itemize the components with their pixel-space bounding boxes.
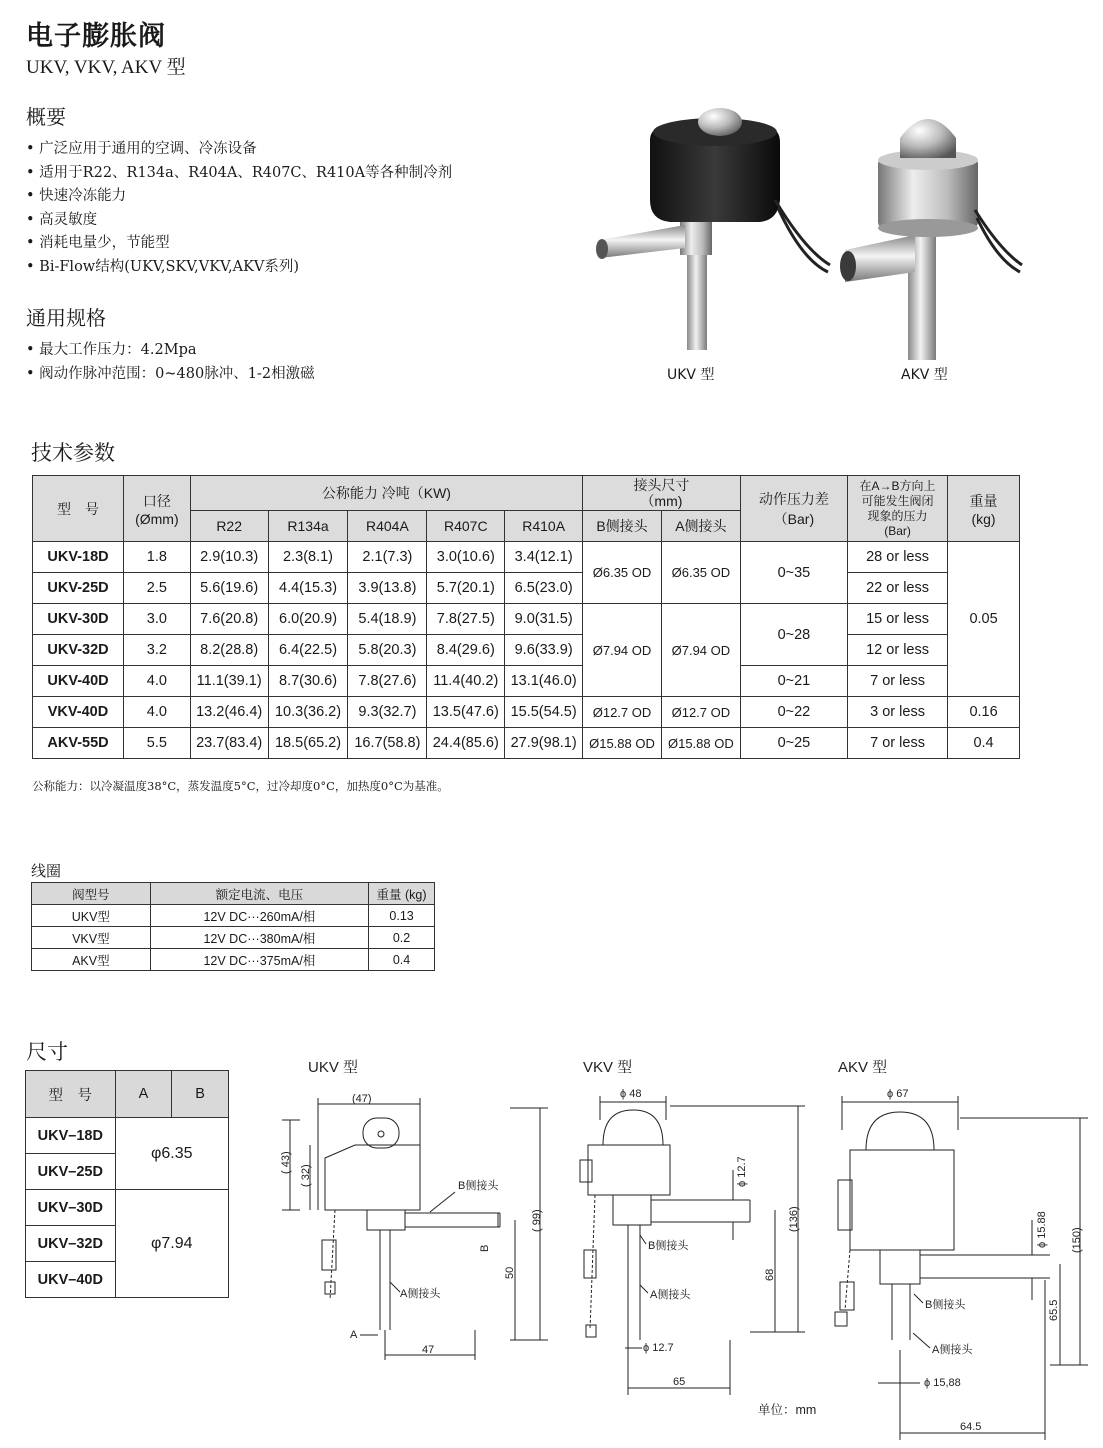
col-coil-weight: 重量 (kg) [369,883,435,905]
table-cell: 12 or less [848,635,948,666]
dim-label: ϕ 67 [887,1088,909,1100]
table-cell: 0.13 [369,905,435,927]
dim-table [25,1070,229,1298]
ukv-photo [596,108,830,350]
dim-label: 64.5 [960,1421,982,1433]
table-cell: 12V DC···375mA/相 [150,949,368,971]
table-row [33,697,1020,728]
a-side-label: A侧接头 [650,1289,691,1301]
table-cell: 13.5(47.6) [427,697,505,728]
spec-heading: 通用规格 [26,306,106,330]
col-dim-model: 型 号 [26,1071,116,1118]
coil-table [31,882,435,971]
list-item: • 阀动作脉冲范围：0~480脉冲、1-2相激磁 [26,363,315,387]
list-item: • 适用于R22、R134a、R404A、R407C、R410A等各种制冷剂 [26,162,452,186]
table-cell: Ø7.94 OD [661,604,740,697]
list-item: • 高灵敏度 [26,209,452,233]
table-cell: 13.2(46.4) [190,697,268,728]
table-cell: 22 or less [848,573,948,604]
col-conn-b: B侧接头 [583,511,662,542]
table-cell: UKV–40D [26,1262,116,1298]
table-cell: 23.7(83.4) [190,728,268,759]
table-cell: 0~25 [740,728,847,759]
table-cell: 11.1(39.1) [190,666,268,697]
table-row [32,905,435,927]
table-cell: φ6.35 [115,1118,228,1190]
table-cell: 16.7(58.8) [348,728,427,759]
table-cell: 15.5(54.5) [505,697,583,728]
table-cell: 27.9(98.1) [505,728,583,759]
table-row [33,542,1020,573]
table-cell: φ7.94 [115,1190,228,1298]
table-cell: UKV-25D [33,573,124,604]
dim-heading: 尺寸 [26,1040,68,1064]
table-cell: 2.9(10.3) [190,542,268,573]
table-cell: 5.8(20.3) [348,635,427,666]
table-cell: 28 or less [848,542,948,573]
table-cell: 2.1(7.3) [348,542,427,573]
akv-drawing [835,1058,1088,1440]
table-cell: 0~35 [740,542,847,604]
list-item: • 最大工作压力：4.2Mpa [26,339,315,363]
table-row [26,1190,229,1226]
dim-label: B [479,1244,491,1252]
dim-label: 68 [764,1268,776,1281]
table-cell: 0~28 [740,604,847,666]
product-photos [590,100,1030,365]
table-cell: 12V DC···380mA/相 [150,927,368,949]
table-cell: 6.5(23.0) [505,573,583,604]
table-cell: AKV型 [32,949,151,971]
table-cell: 3.2 [124,635,191,666]
table-row [33,635,1020,666]
table-row [33,604,1020,635]
tech-table [32,475,1020,759]
list-item: • 快速冷冻能力 [26,185,452,209]
overview-heading: 概要 [26,105,66,129]
dim-label: ϕ 48 [620,1088,642,1100]
page-title: 电子膨胀阀 [26,21,166,52]
akv-drawing-title: AKV 型 [838,1059,888,1076]
table-cell: 2.3(8.1) [268,542,348,573]
table-cell: 0.16 [948,697,1020,728]
table-cell: 7 or less [848,728,948,759]
table-cell: UKV型 [32,905,151,927]
table-cell: 8.7(30.6) [268,666,348,697]
col-coil-model: 阀型号 [32,883,151,905]
table-cell: 3.0 [124,604,191,635]
table-cell: UKV–32D [26,1226,116,1262]
table-cell: 0.05 [948,542,1020,697]
table-cell: 24.4(85.6) [427,728,505,759]
table-cell: 3.9(13.8) [348,573,427,604]
col-dp: 动作压力差 （Bar) [740,476,847,542]
dim-label: ( 43) [280,1151,292,1174]
col-port: 口径 (Ømm) [124,476,191,542]
table-cell: 5.5 [124,728,191,759]
a-side-label: A侧接头 [400,1288,441,1300]
table-row [33,728,1020,759]
col-r404a: R404A [348,511,427,542]
table-cell: Ø6.35 OD [583,542,662,604]
table-cell: Ø12.7 OD [583,697,662,728]
table-cell: 0.4 [369,949,435,971]
table-cell: 10.3(36.2) [268,697,348,728]
ukv-caption: UKV 型 [667,367,715,383]
col-coil-rating: 额定电流、电压 [150,883,368,905]
table-cell: 4.4(15.3) [268,573,348,604]
table-cell: 0.4 [948,728,1020,759]
col-conn: 接头尺寸 （mm) [583,476,741,511]
table-cell: UKV-32D [33,635,124,666]
list-item: • 消耗电量少，节能型 [26,232,452,256]
col-dim-b: B [172,1071,229,1118]
dim-label: 65 [673,1376,686,1388]
table-cell: Ø7.94 OD [583,604,662,697]
table-cell: VKV型 [32,927,151,949]
table-cell: Ø12.7 OD [661,697,740,728]
list-item: • 广泛应用于通用的空调、冷冻设备 [26,138,452,162]
table-cell: 5.6(19.6) [190,573,268,604]
table-cell: 0~21 [740,666,847,697]
table-cell: 7.8(27.6) [348,666,427,697]
table-cell: 7.6(20.8) [190,604,268,635]
col-model: 型 号 [33,476,124,542]
table-cell: 0~22 [740,697,847,728]
dim-label: A [350,1329,358,1341]
table-cell: 0.2 [369,927,435,949]
dim-label: 65.5 [1048,1299,1060,1321]
overview-list [26,138,452,279]
table-cell: 18.5(65.2) [268,728,348,759]
dim-label: ϕ 15,88 [924,1377,961,1389]
table-cell: 6.0(20.9) [268,604,348,635]
table-cell: 5.4(18.9) [348,604,427,635]
dim-label: 47 [422,1344,435,1356]
table-cell: UKV–25D [26,1154,116,1190]
col-dim-a: A [115,1071,172,1118]
unit-label: 单位：mm [758,1403,817,1417]
table-cell: 3 or less [848,697,948,728]
table-cell: 6.4(22.5) [268,635,348,666]
dimension-drawings [270,1050,1100,1445]
col-conn-a: A侧接头 [661,511,740,542]
table-cell: 9.6(33.9) [505,635,583,666]
table-cell: UKV-30D [33,604,124,635]
dim-label: (47) [352,1093,372,1105]
ukv-drawing [280,1058,548,1360]
coil-heading: 线圈 [31,862,62,880]
ukv-drawing-title: UKV 型 [308,1059,359,1076]
akv-caption: AKV 型 [901,367,948,383]
spec-list [26,339,315,386]
dim-label: ϕ 12.7 [643,1342,674,1354]
tech-heading: 技术参数 [31,441,115,465]
col-r407c: R407C [427,511,505,542]
table-cell: UKV–18D [26,1118,116,1154]
table-cell: 7 or less [848,666,948,697]
table-cell: 4.0 [124,666,191,697]
table-cell: UKV–30D [26,1190,116,1226]
table-cell: 3.4(12.1) [505,542,583,573]
table-row [26,1118,229,1154]
table-cell: 13.1(46.0) [505,666,583,697]
dim-label: 50 [504,1266,516,1279]
b-side-label: B侧接头 [925,1299,966,1311]
table-cell: 8.4(29.6) [427,635,505,666]
dim-label: ( 32) [300,1164,312,1187]
dim-label: (136) [788,1206,800,1232]
table-row [33,573,1020,604]
table-cell: 12V DC···260mA/相 [150,905,368,927]
table-cell: 4.0 [124,697,191,728]
dim-label: ϕ 15.88 [1036,1211,1048,1248]
col-r134a: R134a [268,511,348,542]
table-cell: 5.7(20.1) [427,573,505,604]
table-row [32,927,435,949]
dim-label: ϕ 12.7 [736,1156,748,1187]
table-cell: 9.3(32.7) [348,697,427,728]
table-cell: 11.4(40.2) [427,666,505,697]
table-cell: Ø15.88 OD [661,728,740,759]
table-cell: Ø15.88 OD [583,728,662,759]
col-capacity: 公称能力 冷吨（KW) [190,476,582,511]
akv-photo [840,119,1022,360]
table-row [32,949,435,971]
tech-note: 公称能力：以冷凝温度38°C，蒸发温度5°C，过冷却度0°C，加热度0°C为基准。 [32,779,449,793]
col-r22: R22 [190,511,268,542]
table-cell: VKV-40D [33,697,124,728]
table-cell: 1.8 [124,542,191,573]
table-row [33,666,1020,697]
dim-label: (150) [1071,1227,1083,1253]
table-cell: UKV-40D [33,666,124,697]
table-cell: 7.8(27.5) [427,604,505,635]
dim-label: ( 99) [531,1209,543,1232]
col-leak: 在A→B方向上 可能发生阀闭 现象的压力 (Bar) [848,476,948,542]
list-item: • Bi-Flow结构(UKV,SKV,VKV,AKV系列) [26,256,452,280]
table-cell: 8.2(28.8) [190,635,268,666]
page-subtitle: UKV, VKV, AKV 型 [26,57,186,78]
table-cell: 2.5 [124,573,191,604]
table-cell: AKV-55D [33,728,124,759]
col-r410a: R410A [505,511,583,542]
table-cell: UKV-18D [33,542,124,573]
vkv-drawing [580,1058,805,1395]
col-weight: 重量 (kg) [948,476,1020,542]
table-cell: 9.0(31.5) [505,604,583,635]
table-cell: 3.0(10.6) [427,542,505,573]
a-side-label: A侧接头 [932,1344,973,1356]
b-side-label: B侧接头 [648,1240,689,1252]
table-cell: 15 or less [848,604,948,635]
table-cell: Ø6.35 OD [661,542,740,604]
vkv-drawing-title: VKV 型 [583,1059,633,1076]
b-side-label: B侧接头 [458,1180,499,1192]
